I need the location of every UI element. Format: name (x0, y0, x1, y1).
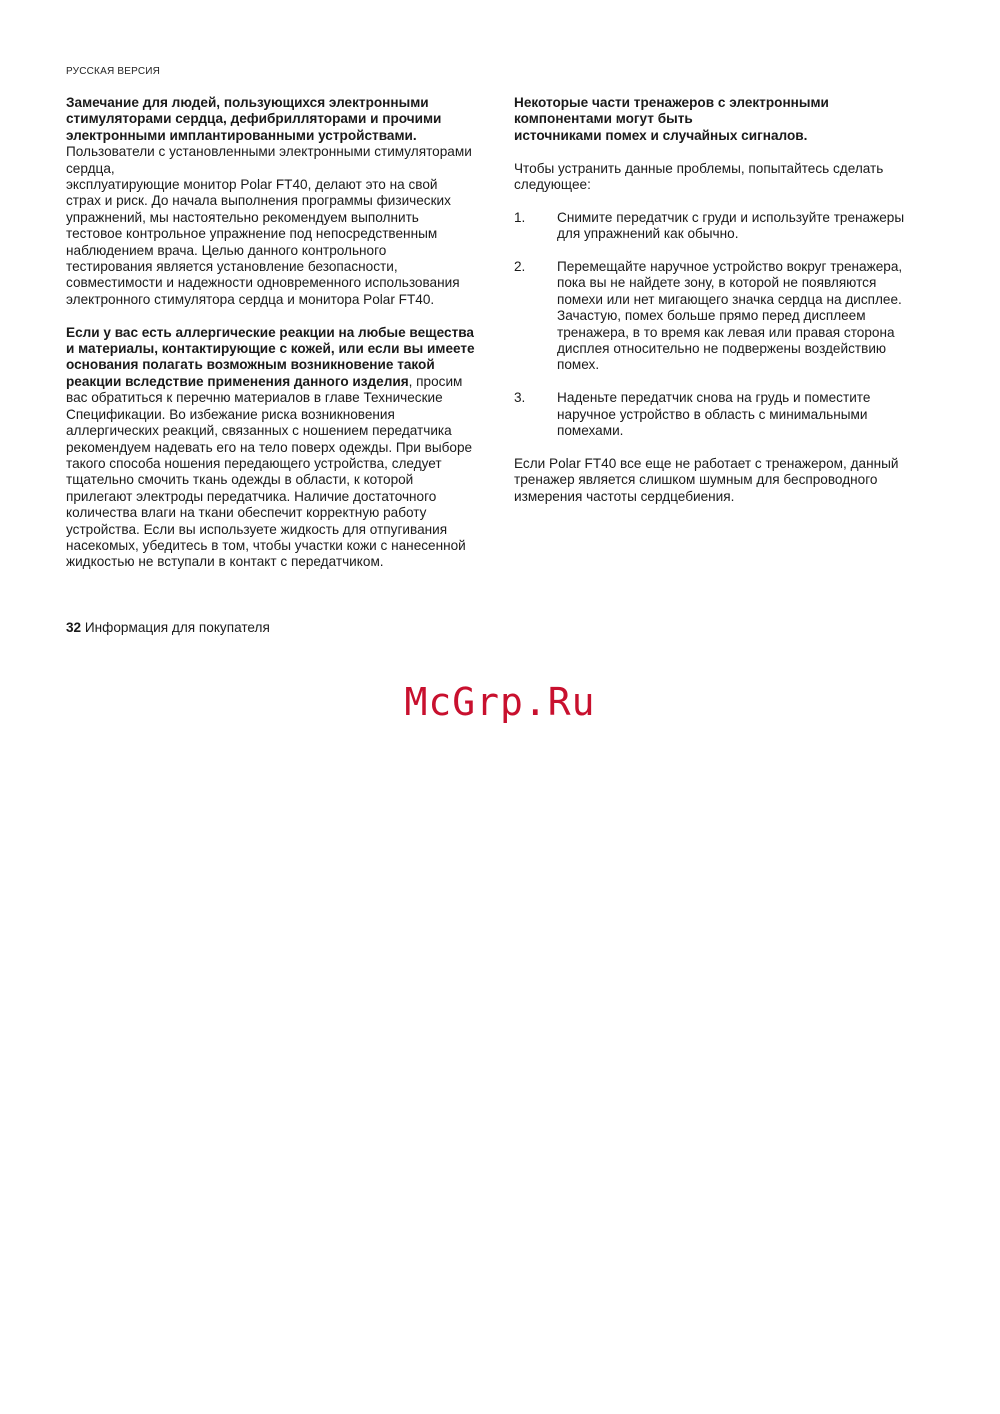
list-item-number: 2. (514, 259, 526, 275)
pacemaker-warning-line-1: Пользователи с установленными электронными стимуляторами сердца, (66, 144, 472, 176)
list-item-text: Перемещайте наручное устройство вокруг тренажера, пока вы не найдете зону, в которой не появляются помехи или нет мигающего значка сердца на дисплее. Зачастую, помех больше прямо перед дисплеем тренажера, в то время как левая или правая сторона дисплея относительно не подвержены воздействию помех. (557, 259, 903, 373)
list-item (514, 390, 914, 439)
page-number: 32 (66, 620, 82, 635)
list-item-text: Наденьте передатчик снова на грудь и поместите наручное устройство в область с минимальными помехами. (557, 390, 871, 439)
pacemaker-warning-body: эксплуатирующие монитор Polar FT40, делают это на свой страх и риск. До начала выполнения программы физических упражнений, мы настоятельно рекомендуем выполнить тестовое контрольное упражнение под непосредственным наблюдением врача. Целью данного контрольного тестирования является установление безопасности, совместимости и надежности одновременного использования электронного стимулятора сердца и монитора Polar FT40. (66, 177, 460, 307)
interference-heading-line-1: Некоторые части тренажеров с электронными компонентами могут быть (514, 95, 829, 127)
interference-outro: Если Polar FT40 все еще не работает с тренажером, данный тренажер является слишком шумным для беспроводного измерения частоты сердцебиения. (514, 455, 899, 504)
interference-heading-line-2: источниками помех и случайных сигналов. (514, 127, 808, 143)
list-item (514, 259, 914, 374)
footer-section-title: Информация для покупателя (84, 620, 270, 635)
list-item-number: 1. (514, 209, 526, 225)
page-footer (66, 620, 270, 636)
allergy-warning-heading: Если у вас есть аллергические реакции на любые вещества и материалы, контактирующие с кожей, или если вы имеете основания полагать возможным возникновение такой реакции вследствие применения данного изделия (66, 324, 475, 389)
watermark-logo: McGrp.Ru (404, 680, 596, 724)
interference-intro: Чтобы устранить данные проблемы, попытайтесь сделать следующее: (514, 160, 884, 193)
pacemaker-warning-heading: Замечание для людей, пользующихся электронными стимуляторами сердца, дефибрилляторами и прочими электронными имплантированными устройствами. (66, 95, 442, 143)
right-column (514, 95, 914, 505)
list-item-text: Снимите передатчик с груди и используйте тренажеры для упражнений как обычно. (557, 209, 905, 242)
document-header-label: РУССКАЯ ВЕРСИЯ (66, 66, 161, 77)
left-column (66, 95, 476, 571)
list-item-number: 3. (514, 390, 526, 406)
list-item (514, 210, 914, 243)
allergy-warning-paragraph (66, 325, 476, 571)
allergy-warning-body: , просим вас обратиться к перечню материалов в главе Технические Спецификации. Во избежание риска возникновения аллергических реакций, связанных с ношением передатчика рекомендуем надевать его на тело поверх одежды. При выборе такого способа ношения передающего устройства, следует тщательно смочить ткань одежды в области, к которой прилегают электроды передатчика. Наличие достаточного количества влаги на ткани обеспечит корректную работу устройства. Если вы используете жидкость для отпугивания насекомых, убедитесь в том, чтобы участки кожи с нанесенной жидкостью не вступали в контакт с передатчиком. (66, 373, 473, 570)
